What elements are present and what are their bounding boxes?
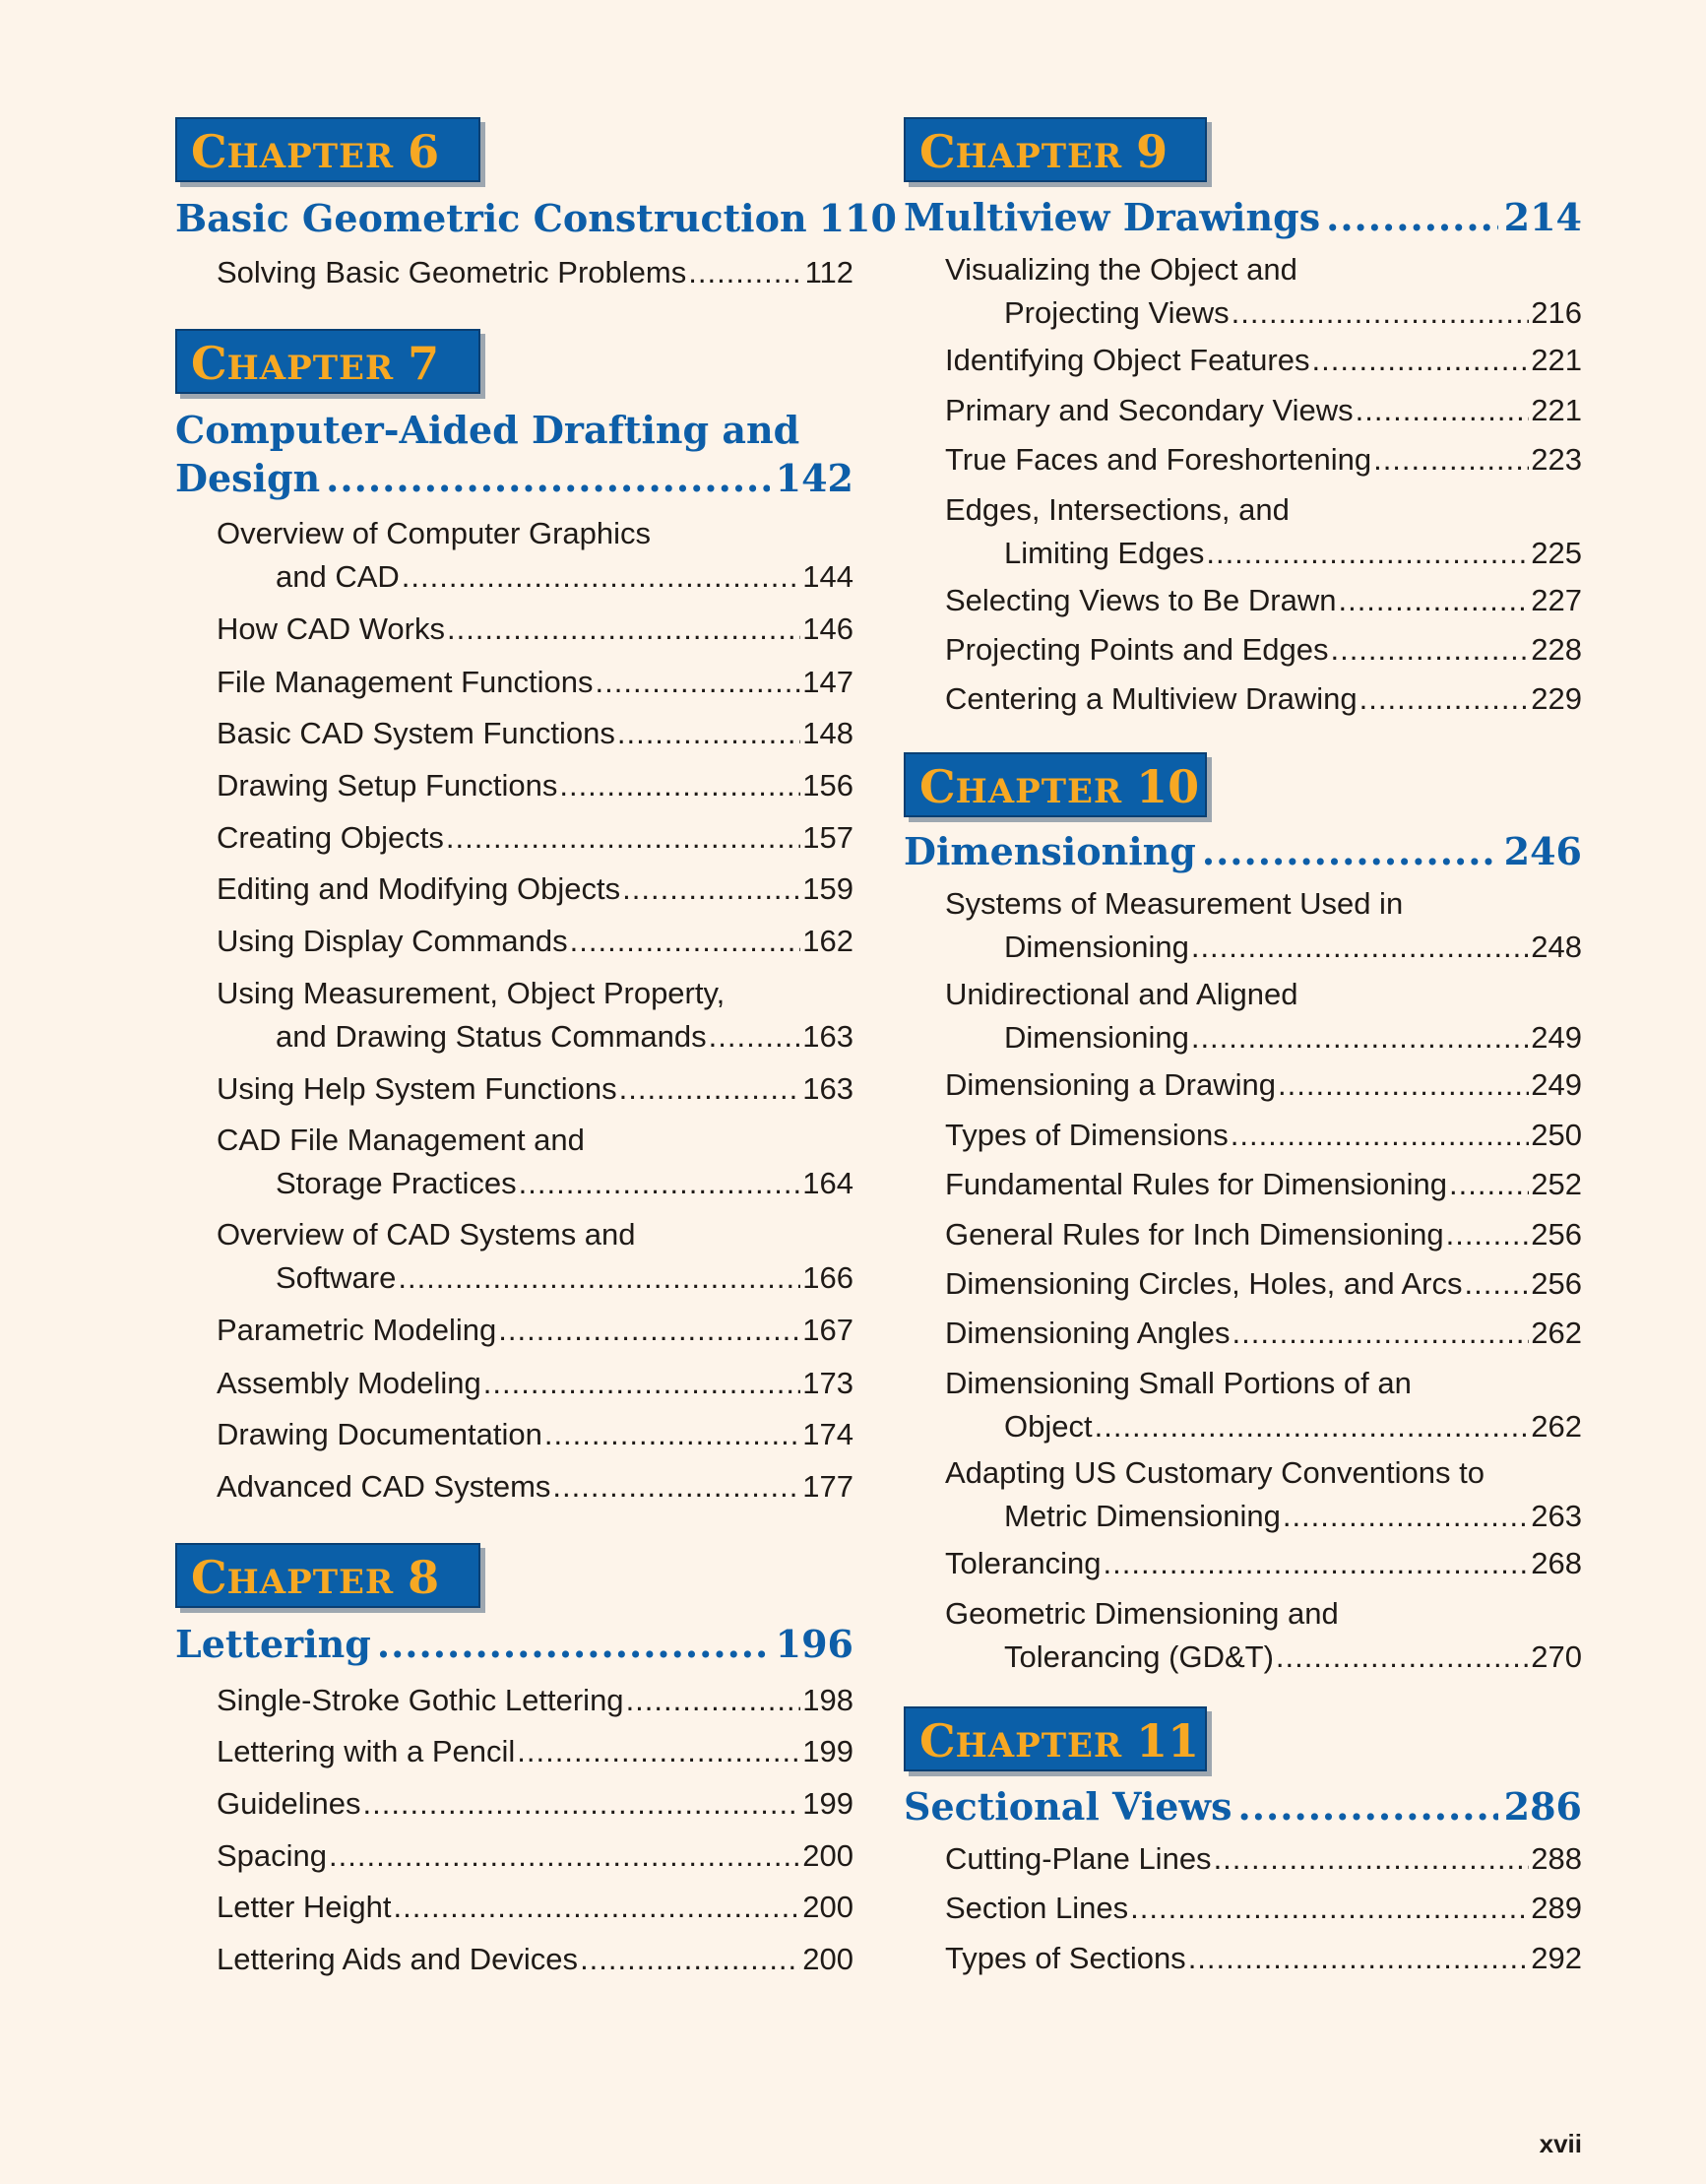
toc-entry[interactable]: Centering a Multiview Drawing ..... 229 (945, 677, 1582, 721)
chapter-badge (904, 752, 1207, 817)
chapter-number: 8 (408, 1551, 440, 1604)
chapter-title[interactable]: Sectional Views ..... 286 (904, 1782, 1582, 1831)
toc-entry[interactable]: Unidirectional and Aligned Dimensioning ..... 249 (945, 973, 1582, 1060)
toc-entry[interactable]: Edges, Intersections, and Limiting Edges ..... 225 (945, 488, 1582, 575)
toc-entry[interactable]: Lettering with a Pencil ..... 199 (217, 1730, 853, 1773)
toc-entry[interactable]: Overview of CAD Systems and Software ..... 166 (217, 1213, 853, 1300)
toc-entry[interactable]: Guidelines ..... 199 (217, 1782, 853, 1826)
toc-entry[interactable]: Dimensioning Angles ..... 262 (945, 1312, 1582, 1355)
toc-entry[interactable]: Basic CAD System Functions ..... 148 (217, 712, 853, 755)
chapter-label: CHAPTER (919, 1714, 1123, 1767)
toc-entry[interactable]: Editing and Modifying Objects ..... 159 (217, 867, 853, 911)
toc-entry[interactable]: Types of Sections ..... 292 (945, 1937, 1582, 1980)
page-number: xvii (1539, 2129, 1582, 2158)
toc-entry[interactable]: Geometric Dimensioning and Tolerancing (GD&T) ..... 270 (945, 1592, 1582, 1679)
toc-entry[interactable]: True Faces and Foreshortening ..... 223 (945, 438, 1582, 482)
chapter-label: CHAPTER (919, 125, 1123, 178)
toc-entry[interactable]: Spacing ..... 200 (217, 1834, 853, 1878)
chapter-badge (175, 329, 480, 394)
toc-entry[interactable]: Advanced CAD Systems ..... 177 (217, 1465, 853, 1509)
chapter-number: 10 (1136, 760, 1200, 813)
toc-entry[interactable]: Using Display Commands ..... 162 (217, 920, 853, 963)
toc-entry[interactable]: Fundamental Rules for Dimensioning ..... 252 (945, 1163, 1582, 1206)
chapter-number: 6 (408, 125, 440, 178)
toc-entry[interactable]: Drawing Setup Functions ..... 156 (217, 764, 853, 807)
toc-entry[interactable]: Section Lines ..... 289 (945, 1887, 1582, 1930)
toc-entry[interactable]: Tolerancing ..... 268 (945, 1542, 1582, 1585)
toc-entry[interactable]: Identifying Object Features ..... 221 (945, 339, 1582, 382)
chapter-number: 9 (1136, 125, 1169, 178)
toc-entry[interactable]: Cutting-Plane Lines ..... 288 (945, 1837, 1582, 1881)
toc-entry[interactable]: Dimensioning Small Portions of an Object ..... 262 (945, 1362, 1582, 1448)
chapter-label: CHAPTER (191, 125, 395, 178)
toc-entry[interactable]: Parametric Modeling ..... 167 (217, 1309, 853, 1352)
toc-entry[interactable]: Single-Stroke Gothic Lettering ..... 198 (217, 1679, 853, 1722)
toc-entry[interactable]: General Rules for Inch Dimensioning ..... 256 (945, 1213, 1582, 1256)
toc-entry[interactable]: Systems of Measurement Used in Dimensioning ..... 248 (945, 882, 1582, 969)
toc-entry[interactable]: Primary and Secondary Views ..... 221 (945, 389, 1582, 432)
toc-entry[interactable]: Adapting US Customary Conventions to Metric Dimensioning ..... 263 (945, 1451, 1582, 1538)
chapter-badge (175, 117, 480, 182)
chapter-badge (904, 1706, 1207, 1771)
chapter-label: CHAPTER (919, 760, 1123, 813)
toc-entry[interactable]: Solving Basic Geometric Problems ..... 112 (217, 251, 853, 294)
toc-entry[interactable]: Creating Objects ..... 157 (217, 816, 853, 860)
toc-entry[interactable]: File Management Functions ..... 147 (217, 661, 853, 704)
toc-entry[interactable]: Overview of Computer Graphics and CAD ..... 144 (217, 512, 853, 599)
chapter-title[interactable]: Dimensioning ..... 246 (904, 827, 1582, 875)
toc-entry[interactable]: Drawing Documentation ..... 174 (217, 1413, 853, 1456)
chapter-number: 11 (1136, 1714, 1200, 1767)
toc-entry[interactable]: Dimensioning a Drawing ..... 249 (945, 1063, 1582, 1107)
chapter-label: CHAPTER (191, 1551, 395, 1604)
chapter-title[interactable]: Basic Geometric Construction 110 (175, 196, 897, 240)
toc-entry[interactable]: Using Help System Functions ..... 163 (217, 1067, 853, 1111)
chapter-badge (175, 1543, 480, 1608)
chapter-title[interactable]: Computer-Aided Drafting and Design ..... 142 (175, 406, 853, 502)
chapter-label: CHAPTER (191, 337, 395, 390)
chapter-title[interactable]: Multiview Drawings ..... 214 (904, 193, 1582, 241)
toc-entry[interactable]: Letter Height ..... 200 (217, 1886, 853, 1929)
toc-entry[interactable]: Using Measurement, Object Property, and Drawing Status Commands ..... 163 (217, 972, 853, 1059)
toc-entry[interactable]: Projecting Points and Edges ..... 228 (945, 628, 1582, 672)
chapter-badge (904, 117, 1207, 182)
toc-entry[interactable]: Lettering Aids and Devices ..... 200 (217, 1938, 853, 1981)
chapter-title[interactable]: Lettering ..... 196 (175, 1620, 853, 1668)
toc-entry[interactable]: Dimensioning Circles, Holes, and Arcs ..... 256 (945, 1262, 1582, 1306)
toc-entry[interactable]: Visualizing the Object and Projecting Views ..... 216 (945, 248, 1582, 335)
chapter-number: 7 (408, 337, 440, 390)
toc-entry[interactable]: Types of Dimensions ..... 250 (945, 1114, 1582, 1157)
toc-entry[interactable]: How CAD Works ..... 146 (217, 608, 853, 651)
toc-entry[interactable]: Assembly Modeling ..... 173 (217, 1362, 853, 1405)
toc-entry[interactable]: Selecting Views to Be Drawn ..... 227 (945, 579, 1582, 622)
toc-entry[interactable]: CAD File Management and Storage Practices ..... 164 (217, 1119, 853, 1205)
